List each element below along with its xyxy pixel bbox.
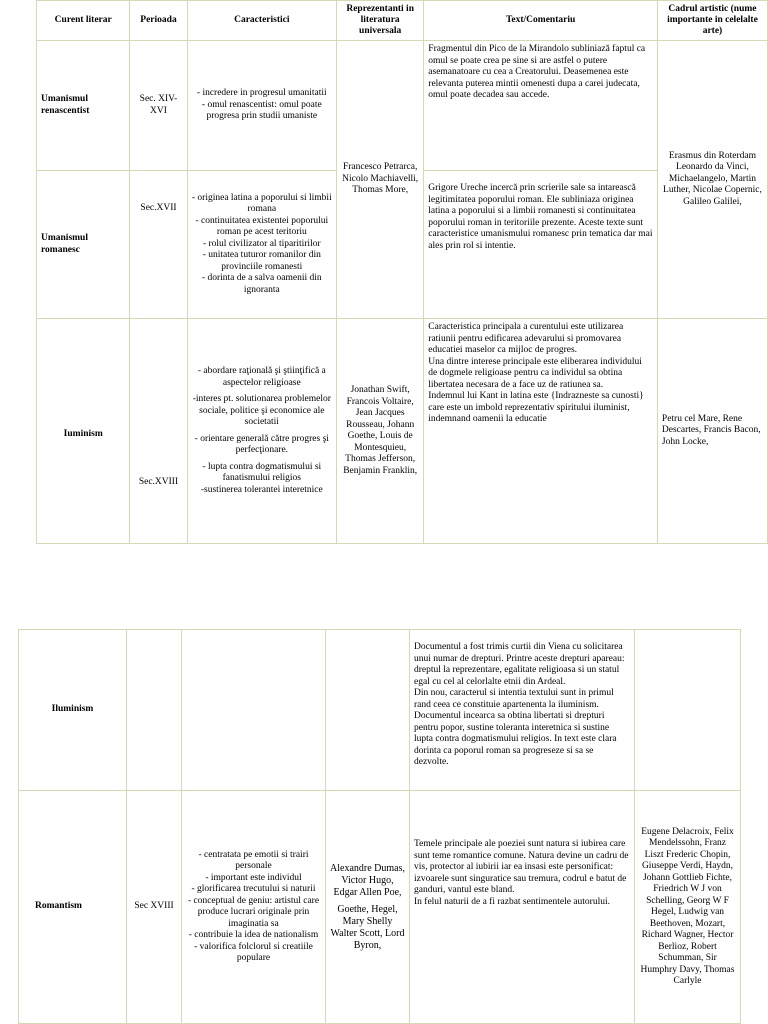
representatives <box>326 791 410 1024</box>
current-name: Iuminism <box>37 319 130 544</box>
period: Sec XVIII <box>127 791 182 1024</box>
char-line: - conceptual de geniu: artistul care produce lucrari originale prin imaginatia sa <box>187 895 320 929</box>
comment-paragraph: Temele principale ale poeziei sunt natura si iubirea care sunt teme romantice comune. Natura devine un cadru de vis, protector al iubirii iar ea insasi este personificat: izvoarele sunt singuratice sau tremura, codrul e batut de ganduri, vantul este bland. <box>414 839 629 895</box>
char-line: - unitatea tuturor romanilor din provinciile romanesti <box>202 250 321 272</box>
char-line: - abordare raţională şi ştiinţifică a aspectelor religioase <box>197 366 326 388</box>
char-line: - continuitatea existentei poporului roman pe acest teritoriu <box>195 215 329 238</box>
comment-paragraph: Caracteristica principala a curentului este utilizarea ratiunii pentru edificarea adevarului si promovarea educatiei maselor ca mijloc de progres. <box>428 322 624 355</box>
char-line: - important este individul <box>205 872 302 883</box>
char-line: - centratata pe emotii si trairi personale <box>198 849 309 871</box>
header-cadru: Cadrul artistic (nume importante in celelalte arte) <box>657 1 767 41</box>
header-reprezentanti: Reprezentanti in literatura universala <box>337 1 424 41</box>
artistic-context: Erasmus din Roterdam Leonardo da Vinci, Michaelangelo, Martin Luther, Nicolae Copernic, Galileo Galilei, <box>657 41 767 319</box>
representatives: Francesco Petrarca, Nicolo Machiavelli, Thomas More, <box>337 41 424 319</box>
characteristics <box>187 41 337 171</box>
commentary: Grigore Ureche incercă prin scrierile sale sa intarească legitimitatea poporului roman. Ele subliniaza originea latina a poporului si a limbii romanesti si continuitatea poporului roman in teritoriile prezente. Aceste texte sunt caracteristice umanismului romanesc prin tematica dar mai ales prin rol si intentie. <box>424 171 658 319</box>
literary-currents-table-2 <box>18 629 741 1024</box>
commentary <box>410 791 635 1024</box>
char-line: - glorificarea trecutului si naturii <box>191 884 316 894</box>
header-text: Text/Comentariu <box>424 1 658 41</box>
char-line: - contribuie la idea de nationalism <box>188 930 319 940</box>
commentary: Fragmentul din Pico de la Mirandolo subliniază faptul ca omul se poate crea pe sine si are astfel o putere asemanatoare cu cea a Creatorului. Deasemenea este relevanta puterea mintii omenesti dupa a carei judecata, omul poate decadea sau accede. <box>424 41 658 171</box>
current-name: Iluminism <box>19 630 127 791</box>
characteristics <box>182 791 326 1024</box>
char-line: -sustinerea tolerantei interetnice <box>200 484 323 495</box>
header-caracteristici: Caracteristici <box>187 1 337 41</box>
char-line: - lupta contra dogmatismului si fanatismului religios <box>202 461 322 483</box>
char-line: - originea latina a poporului si limbii romana <box>191 192 332 215</box>
row-romantism <box>19 791 741 1024</box>
literary-currents-table-1 <box>36 0 768 544</box>
char-line: -interes pt. solutionarea problemelor sociale, politice şi economice ale societatii <box>192 394 331 427</box>
characteristics <box>187 171 337 319</box>
artistic-context: Eugene Delacroix, Felix Mendelssohn, Franz Liszt Frederic Chopin, Giuseppe Verdi, Haydn, Johann Gottlieb Fichte, Friedrich W J von Schelling, Georg W F Hegel, Ludwig van Beethoven, Mozart, Richard Wagner, Hector Berlioz, Robert Schumman, Sir Humphry Davy, Thomas Carlyle <box>635 791 741 1024</box>
row-iluminism-2 <box>19 630 741 791</box>
comment-paragraph: Din nou, caracterul si intentia textului sunt in primul rand ceea ce constituie apartenenta la iluminism. Documentul incearca sa obtina libertati si drepturi pentru popor, sustine toleranta interetnica si sustine lupta contra dogmatismului religios. In text este clara dorinta ca poporul roman sa progreseze si sa se dezvolte. <box>414 688 617 767</box>
row-umanism-renascentist <box>37 41 768 171</box>
period: Sec.XVIII <box>130 319 187 544</box>
commentary <box>410 630 635 791</box>
period: Sec.XVII <box>130 171 187 319</box>
empty-cell <box>635 630 741 791</box>
current-name: Romantism <box>19 791 127 1024</box>
current-name: Umanismul romanesc <box>37 171 130 319</box>
rep-group: Goethe, Hegel, Mary Shelly Walter Scott, Lord Byron, <box>330 903 405 951</box>
characteristics <box>187 319 337 544</box>
empty-cell <box>326 630 410 791</box>
comment-paragraph: Una dintre interese principale este eliberarea individului de dogmele religioase pentru ca individul sa obtina libertatea necesara de a face uz de ratiunea sa. <box>428 356 642 390</box>
rep-group: Alexandre Dumas, Victor Hugo, Edgar Allen Poe, <box>330 862 405 898</box>
comment-paragraph: Indemnul lui Kant in latina este {Indrazneste sa cunosti} care este un imbold reprezentativ spiritului iluminist, indemnand oamenii la educatie <box>428 391 644 424</box>
commentary <box>424 319 658 544</box>
char-line: - rolul civilizator al tiparitirilor <box>202 238 321 249</box>
char-line: - orientare generală către progres şi perfecţionare. <box>194 433 329 455</box>
artistic-context: Petru cel Mare, Rene Descartes, Francis Bacon, John Locke, <box>657 319 767 544</box>
char-line: - omul renascentist: omul poate progresa prin studii umaniste <box>201 99 322 122</box>
period: Sec. XIV- XVI <box>130 41 187 171</box>
empty-cell <box>127 630 182 791</box>
comment-paragraph: Documentul a fost trimis curtii din Viena cu solicitarea unui numar de drepturi. Printre aceste drepturi apareau: dreptul la reprezentare, egalitate religioasa si un statul egal cu cel al celorlalte etnii din Ardeal. <box>414 642 625 687</box>
header-row <box>37 1 768 41</box>
empty-cell <box>182 630 326 791</box>
char-line: - incredere in progresul umanitatii <box>196 88 327 99</box>
row-iluminism-1 <box>37 319 768 544</box>
char-line: - dorinta de a salva oamenii din ignoranta <box>201 273 322 295</box>
char-line: - valorifica folclorul si creatiile populare <box>194 941 313 963</box>
representatives: Jonathan Swift, Francois Voltaire, Jean Jacques Rousseau, Johann Goethe, Louis de Montesquieu, Thomas Jefferson, Benjamin Franklin, <box>337 319 424 544</box>
current-name: Umanismul renascentist <box>37 41 130 171</box>
header-perioada: Perioada <box>130 1 187 41</box>
comment-paragraph: In felul naturii de a fi razbat sentimentele autorului. <box>414 896 610 907</box>
header-curent: Curent literar <box>37 1 130 41</box>
